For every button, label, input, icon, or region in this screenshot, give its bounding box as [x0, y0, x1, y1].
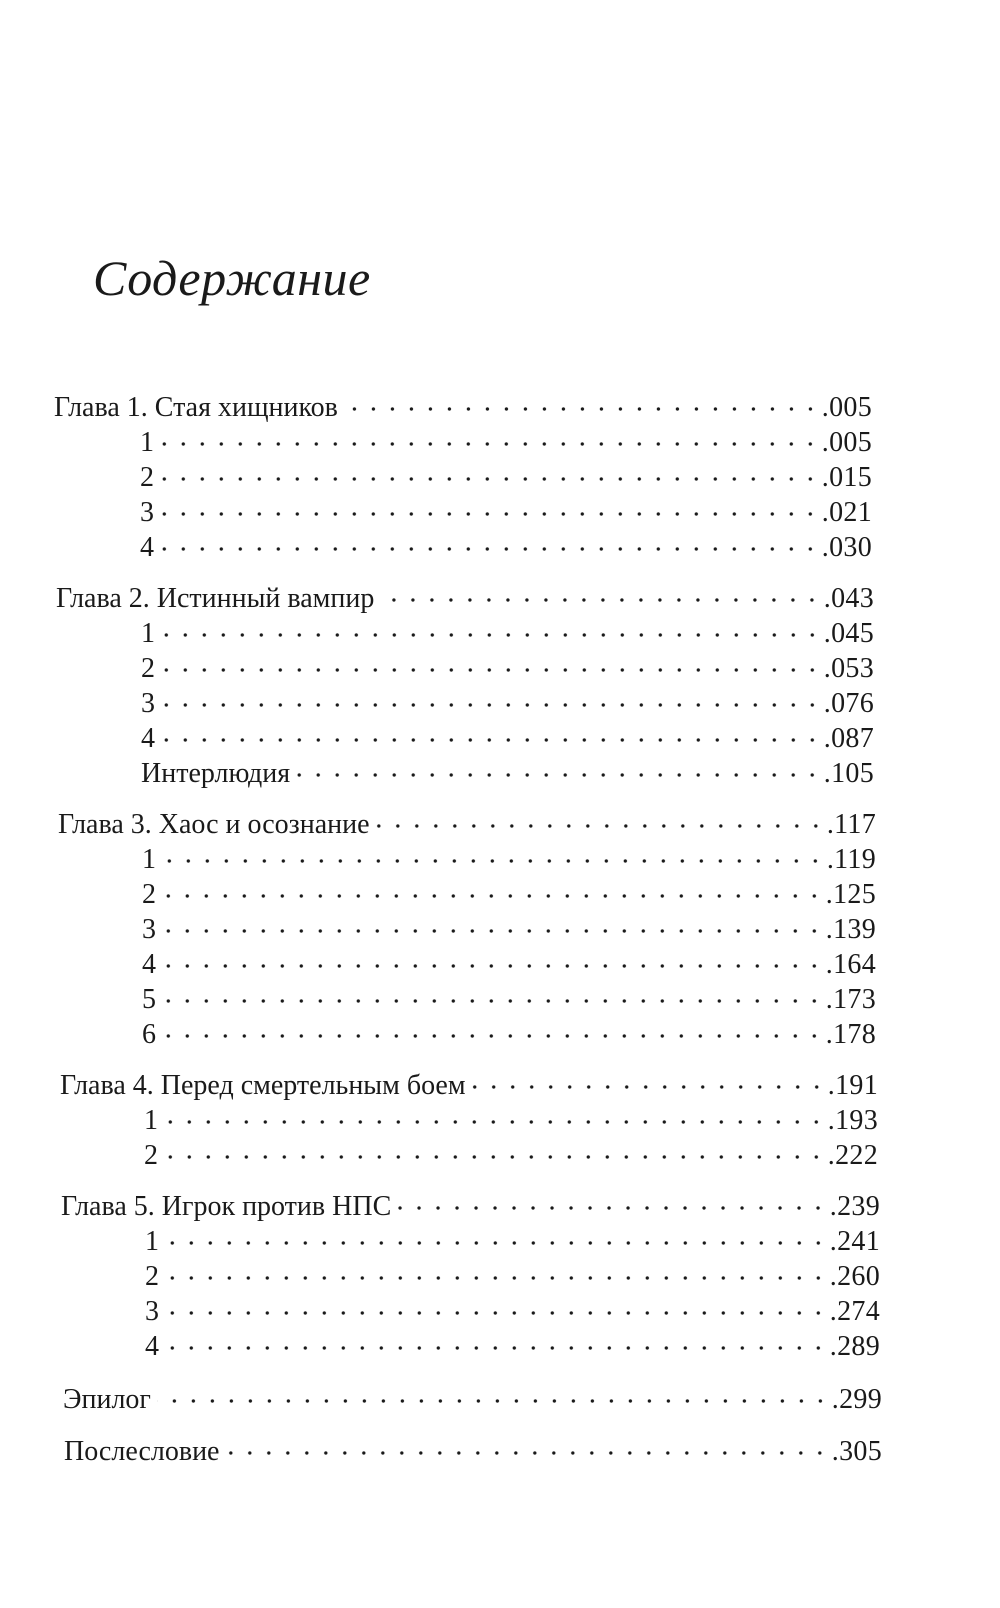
toc-entry-label: 4 — [145, 1331, 159, 1362]
toc-entry-label: 6 — [142, 1019, 156, 1050]
dot-leader — [162, 886, 824, 906]
toc-entry-label: 3 — [140, 497, 154, 528]
toc-entry-page: .021 — [821, 497, 872, 528]
toc-entry-page: .222 — [827, 1140, 878, 1171]
toc-entry-label: 2 — [142, 879, 156, 910]
dot-leader — [161, 695, 822, 715]
toc-section-entry[interactable] — [145, 1294, 880, 1330]
toc-section-entry[interactable] — [142, 1017, 876, 1053]
dot-leader — [161, 660, 822, 680]
toc-entry-page: .239 — [829, 1191, 880, 1222]
dot-leader — [160, 434, 820, 454]
toc-chapter-entry[interactable] — [64, 1434, 882, 1470]
toc-entry-label: 1 — [144, 1105, 158, 1136]
toc-entry-page: .178 — [825, 1019, 876, 1050]
toc-entry-label: Глава 1. Стая хищников — [54, 392, 338, 423]
dot-leader — [165, 1268, 828, 1288]
toc-entry-label: Глава 5. Игрок против НПС — [61, 1191, 392, 1222]
toc-entry-page: .087 — [823, 723, 874, 754]
toc-entry-label: 2 — [145, 1261, 159, 1292]
toc-entry-page: .241 — [829, 1226, 880, 1257]
toc-entry-label: 5 — [142, 984, 156, 1015]
toc-entry-page: .125 — [825, 879, 876, 910]
toc-entry-page: .005 — [821, 392, 872, 423]
dot-leader — [161, 625, 822, 645]
toc-section-entry[interactable] — [141, 686, 874, 722]
toc-entry-label: 4 — [140, 532, 154, 563]
page-title: Содержание — [93, 250, 371, 306]
toc-entry-page: .299 — [831, 1384, 882, 1415]
toc-entry-page: .193 — [827, 1105, 878, 1136]
toc-entry-label: 4 — [141, 723, 155, 754]
dot-leader — [160, 469, 820, 489]
toc-section-entry[interactable] — [145, 1259, 880, 1295]
dot-leader — [161, 730, 822, 750]
toc-section-entry[interactable] — [141, 651, 874, 687]
toc-entry-label: 1 — [140, 427, 154, 458]
dot-leader — [162, 851, 825, 871]
dot-leader — [165, 1338, 828, 1358]
toc-entry-page: .117 — [826, 809, 876, 840]
toc-entry-label: 3 — [145, 1296, 159, 1327]
toc-section-entry[interactable] — [141, 616, 874, 652]
toc-entry-label: Глава 2. Истинный вампир — [56, 583, 375, 614]
toc-entry-page: .015 — [821, 462, 872, 493]
toc-section-entry[interactable] — [144, 1103, 878, 1139]
toc-section-entry[interactable] — [145, 1329, 880, 1365]
toc-entry-page: .173 — [825, 984, 876, 1015]
dot-leader — [164, 1147, 826, 1167]
toc-entry-label: Интерлюдия — [141, 758, 291, 789]
toc-section-entry[interactable] — [140, 460, 872, 496]
toc-section-entry[interactable] — [141, 756, 874, 792]
toc-entry-label: Глава 4. Перед смертельным боем — [60, 1070, 466, 1101]
dot-leader — [160, 504, 820, 524]
dot-leader — [472, 1077, 826, 1097]
dot-leader — [162, 956, 824, 976]
dot-leader — [380, 590, 821, 610]
toc-entry-page: .005 — [821, 427, 872, 458]
toc-chapter-entry[interactable] — [58, 807, 876, 843]
toc-chapter-entry[interactable] — [60, 1068, 878, 1104]
dot-leader — [165, 1233, 828, 1253]
toc-entry-page: .030 — [821, 532, 872, 563]
toc-entry-page: .260 — [829, 1261, 880, 1292]
toc-entry-page: .076 — [823, 688, 874, 719]
toc-entry-page: .105 — [823, 758, 874, 789]
toc-section-entry[interactable] — [145, 1224, 880, 1260]
toc-section-entry[interactable] — [140, 425, 872, 461]
toc-chapter-entry[interactable] — [61, 1189, 880, 1225]
dot-leader — [344, 399, 820, 419]
dot-leader — [296, 765, 822, 785]
dot-leader — [162, 921, 824, 941]
toc-entry-label: 1 — [141, 618, 155, 649]
toc-section-entry[interactable] — [140, 495, 872, 531]
toc-entry-label: 1 — [142, 844, 156, 875]
dot-leader — [162, 991, 824, 1011]
toc-entry-page: .274 — [829, 1296, 880, 1327]
toc-section-entry[interactable] — [142, 842, 876, 878]
toc-entry-label: 4 — [142, 949, 156, 980]
toc-entry-label: 3 — [142, 914, 156, 945]
dot-leader — [160, 539, 820, 559]
toc-entry-page: .139 — [825, 914, 876, 945]
toc-entry-page: .043 — [823, 583, 874, 614]
toc-chapter-entry[interactable] — [56, 581, 874, 617]
toc-section-entry[interactable] — [144, 1138, 878, 1174]
toc-entry-label: Эпилог — [63, 1384, 151, 1415]
toc-section-entry[interactable] — [142, 877, 876, 913]
dot-leader — [376, 816, 825, 836]
toc-entry-page: .045 — [823, 618, 874, 649]
dot-leader — [397, 1198, 828, 1218]
toc-entry-page: .305 — [831, 1436, 882, 1467]
dot-leader — [225, 1443, 829, 1463]
dot-leader — [164, 1112, 826, 1132]
toc-entry-page: .119 — [826, 844, 876, 875]
toc-entry-page: .191 — [827, 1070, 878, 1101]
toc-entry-label: 2 — [140, 462, 154, 493]
toc-section-entry[interactable] — [140, 530, 872, 566]
toc-entry-page: .164 — [825, 949, 876, 980]
toc-section-entry[interactable] — [142, 947, 876, 983]
toc-section-entry[interactable] — [142, 982, 876, 1018]
toc-entry-label: Послесловие — [64, 1436, 220, 1467]
toc-section-entry[interactable] — [141, 721, 874, 757]
toc-entry-label: 2 — [141, 653, 155, 684]
dot-leader — [157, 1391, 830, 1411]
toc-entry-label: Глава 3. Хаос и осознание — [58, 809, 370, 840]
dot-leader — [162, 1026, 824, 1046]
toc-entry-label: 2 — [144, 1140, 158, 1171]
toc-entry-page: .289 — [829, 1331, 880, 1362]
toc-section-entry[interactable] — [142, 912, 876, 948]
dot-leader — [165, 1303, 828, 1323]
toc-chapter-entry[interactable] — [63, 1382, 882, 1418]
toc-entry-label: 3 — [141, 688, 155, 719]
toc-entry-page: .053 — [823, 653, 874, 684]
toc-chapter-entry[interactable] — [54, 390, 872, 426]
toc-entry-label: 1 — [145, 1226, 159, 1257]
